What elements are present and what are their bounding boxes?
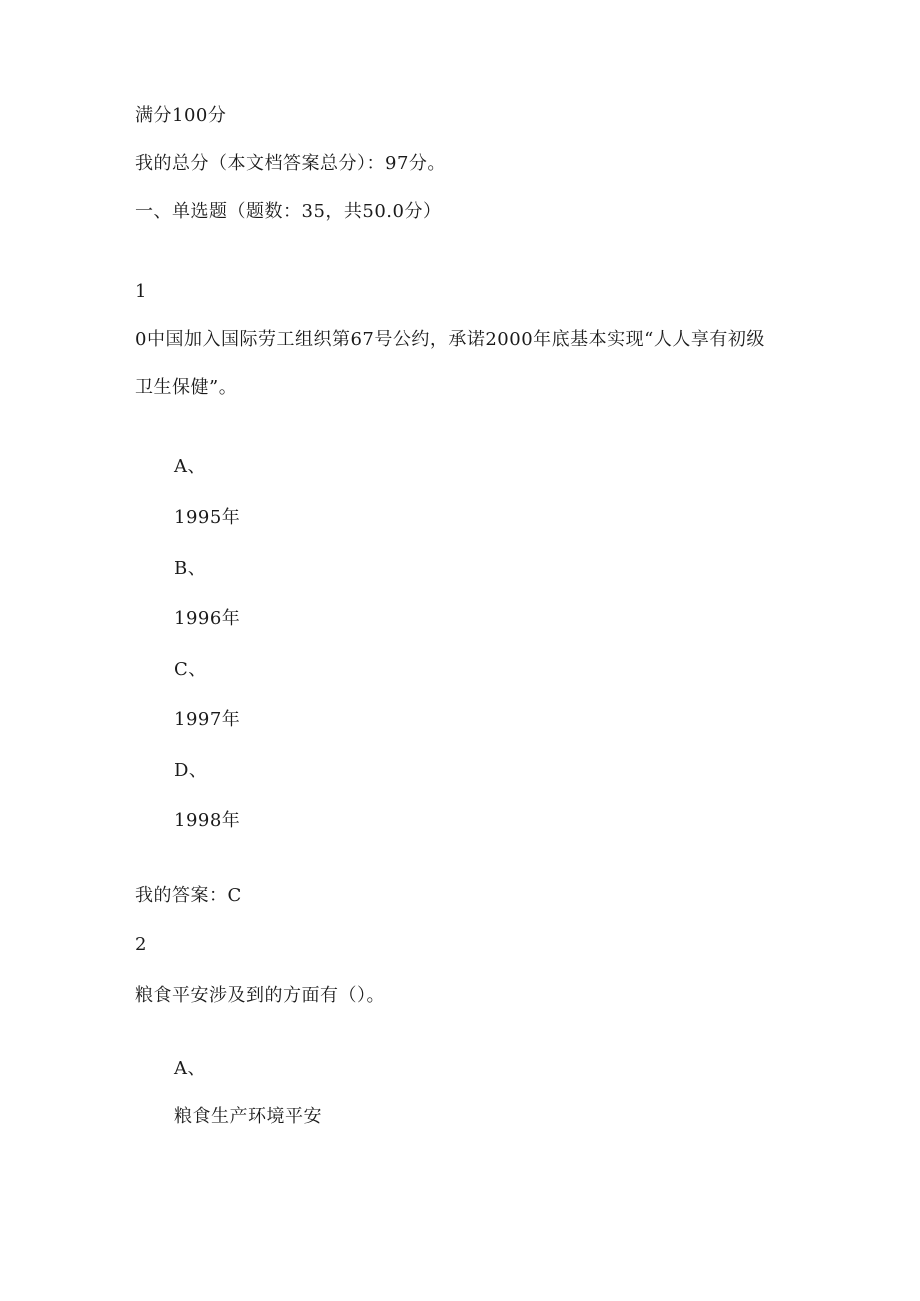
option-text: 1998年 <box>174 810 241 831</box>
my-answer: 我的答案：C <box>135 885 242 906</box>
option-text: 粮食生产环境平安 <box>174 1106 322 1127</box>
option-label: B、 <box>174 558 207 579</box>
option-label: A、 <box>174 456 206 477</box>
question-number: 1 <box>135 281 147 302</box>
question-text-continued: 卫生保健”。 <box>135 377 238 398</box>
question-text: 0中国加入国际劳工组织第67号公约，承诺2000年底基本实现“人人享有初级 <box>135 329 765 350</box>
question-number: 2 <box>135 934 147 955</box>
option-label: A、 <box>174 1058 206 1079</box>
option-text: 1996年 <box>174 608 241 629</box>
my-total-score: 我的总分（本文档答案总分）：97分。 <box>135 153 446 174</box>
section-title: 一、单选题（题数：35，共50.0分） <box>135 201 442 222</box>
option-text: 1995年 <box>174 507 241 528</box>
option-text: 1997年 <box>174 709 241 730</box>
question-text: 粮食平安涉及到的方面有（）。 <box>135 985 385 1006</box>
full-score: 满分100分 <box>135 105 227 126</box>
option-label: C、 <box>174 659 207 680</box>
option-label: D、 <box>174 760 208 781</box>
